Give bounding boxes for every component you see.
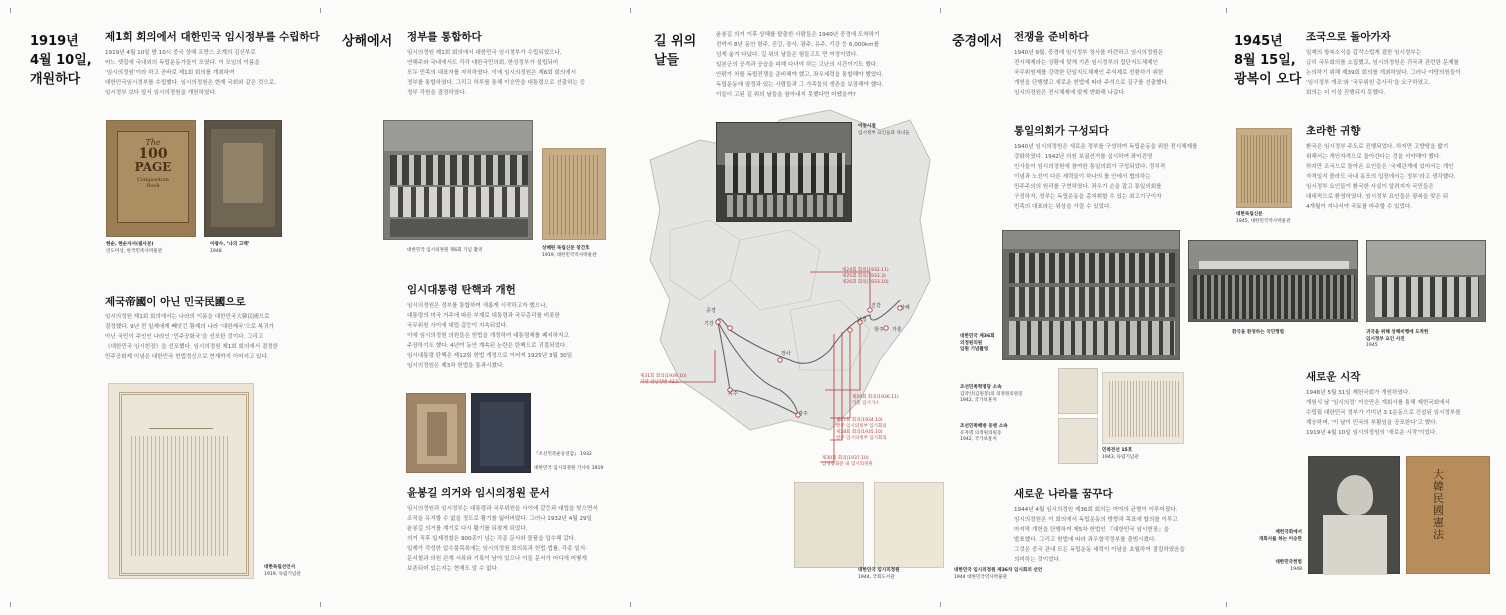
section-body: 임시의정원 제1회 회의에서는 나라의 이름을 대한민국大韓民國으로 결정했다. 9년 전 일제에게 빼앗긴 황제의 나라 ‘대한제국’으로 복귀가 아닌 국민이 주인인 나라인 ‘민주공화국’을 선포한 것이다. 그리고 《대한민국 임시헌장》을 선포했다. 임시의정원 제1회 회의에서 결정한 민주공화제 이념은 대한민국 헌법정신으로 현재까지 이어지고 있다. xyxy=(105,314,279,360)
fold-mark xyxy=(320,602,321,607)
city-label: 상해 xyxy=(900,305,910,311)
section-body: 1940년 9월, 중경에 임시정부 청사를 마련하고 임시의정원은 전시체제라는 상황에 맞게 기존 임시정부의 집단지도체제인 국무위원제를 강력한 단일지도체제인 주석제로 전환하기 위한 개헌을 단행했고 새로운 헌법에 따라 주석으로 김구를 선출했다. 임시의정원은 전시체제에 맞게 변화해 나갔다. xyxy=(1014,50,1169,96)
photo-caption: 제헌국회에서 개회사를 하는 이승만 xyxy=(1258,530,1302,542)
fold-mark xyxy=(940,602,941,607)
photo-caption: 현순, 현순자서(필사본) 연도미상, 한국민족사박물관 xyxy=(106,242,163,254)
section-body: 일제의 항복소식을 갑작스럽게 접한 임시정부는 급히 국무회의를 소집했고, 임시의정원은 귀국과 관련한 문제를 논의하기 위해 제39회 회의를 개최하였다. 그러나 야당의원들이 ‘임시정부 개조’와 ‘국무위원 총사직’을 요구하였고, 회의는 더 이상 진행되지 못했다. xyxy=(1306,50,1461,96)
route-label: 제27회 회의(1934.10) 항주 임시의정부 임시회의 제28회 회의(1935.10) 항주 임시의정부 임시회의 xyxy=(836,418,887,441)
route-label: 제29회 회의(1936.11) 가흥 임시거소 xyxy=(852,395,899,406)
session-record-photo xyxy=(471,393,531,473)
section-body: 윤봉길 의거 이후 상해를 탈출한 사람들은 1940년 중경에 도착하기 전까지 8년 동안 항주, 진강, 장사, 광주, 유주, 기강 등 6,000km를 넘게 옮겨 다녔다. 길 위의 날들은 험들고도 먼 여정이었다. 일본군의 공격과 공습을 피해 다녀야 하는 고난의 시간이기도 했다. 안팎가 처를 독립전쟁을 준비해야 했고, 좌우세력을 통합해야 했었다. 독립운동에 열정과 있는 사람들과 그 가족들의 생존을 보장해야 했다. 이들이 고된 길 위의 날들을 참아내지 못했다면 어땠을까? xyxy=(716,32,884,98)
independence-newspaper-photo xyxy=(542,148,606,240)
section-title: 전쟁을 준비하다 xyxy=(1014,31,1089,43)
route-label: 제30회 회의(1937.10) 남경중화문 내 임시의정원 xyxy=(822,456,873,467)
fold-mark xyxy=(320,8,321,13)
returning-leaders-photo xyxy=(1366,240,1486,322)
photo-caption: 귀국을 위해 상해비행에 도착한 임시정부 요인 사진 1945 xyxy=(1366,330,1429,348)
photo-caption: 조선민족해방 동맹 소속 유자명 의정원의원증 1942, 국가보훈처 xyxy=(960,424,1008,442)
confession-book-photo xyxy=(204,120,282,237)
panel-heading: 상해에서 xyxy=(342,34,393,49)
section-title: 윤봉길 의거와 임시의정원 문서 xyxy=(407,487,550,499)
panel-liberation xyxy=(1226,0,1506,615)
photo-caption: 대한민국 임시의정원 제6회 기념 촬영 xyxy=(407,248,483,253)
group-photo-6th-session xyxy=(383,120,533,240)
photo-caption: 이동시절 임시정부 요인들과 자녀들 xyxy=(858,124,910,136)
photo-caption: 조선민족혁명당 소속 김약산(김원봉)의 의정원의원증 1942, 국가보훈처 xyxy=(960,385,1023,403)
section-title: 초라한 귀향 xyxy=(1306,125,1361,137)
rhee-speech-photo xyxy=(1308,456,1400,574)
section-title: 새로운 나라를 꿈꾸다 xyxy=(1014,488,1113,500)
city-label: 남경 xyxy=(857,317,867,323)
photo-caption: 이광수, ‘나의 고백’ 1948 xyxy=(210,242,250,254)
panel-heading: 1919년 4월 10일, 개원하다 xyxy=(30,34,92,87)
city-label: 진강 xyxy=(871,303,881,309)
member-certificate-2 xyxy=(1058,418,1098,464)
section-body: 1944년 4월 임시의정원 제36회 회의는 여야의 균형이 이루어졌다. 임시의정원은 이 회의에서 독립운동의 방향과 목표에 합의를 이루고 마지막 개헌을 단행하여 제5차 헌법인 『대한민국 임시헌장』을 발표했다. 그리고 헌법에 따라 좌우합작정부를 출범시켰다. 그것은 중국 관내 모든 독립운동 세력이 이념을 초월하여 결집하였음을 의미하는 것이었다. xyxy=(1014,507,1185,563)
section-title: 정부를 통합하다 xyxy=(407,31,482,43)
section-body: 임시의정원과 임시정부는 대통령과 국무위원들 사이에 갈등과 대립을 빚으면서 조직을 유지할 수 없을 정도로 활기를 잃어버렸다. 그러나 1932년 4월 29일 윤봉길 의거를 계기로 다시 활기를 되찾게 되었다. 의거 직후 일제경찰은 900종이 넘는 각종 문서와 물품을 압수해 갔다. 일제가 작성한 압수물목록에는 임시의정원 회의록과 헌법·법률, 각종 일지· 문서철과 의원 관계 서류와 기록이 남아 있으나 이들 문서가 어디에 어떻게 보존되어 있는지는 현재도 알 수 없다. xyxy=(407,506,598,572)
photo-caption: 대한민국헌법 1948 xyxy=(1275,560,1302,572)
city-label: 기강 xyxy=(704,321,714,327)
photo-caption: 대한독립선언서 1919, 독립기념관 xyxy=(264,565,301,577)
section-title: 제국帝國이 아닌 민국民國으로 xyxy=(105,296,246,308)
route-label: 제24회 회의(1932.11) 제25회 회의(1933.3) 제26회 회의(1933.10) xyxy=(842,268,889,285)
section-title: 새로운 시작 xyxy=(1306,371,1361,383)
city-label: 유주 xyxy=(728,391,738,397)
city-label: 중경 xyxy=(706,308,716,314)
declaration-document-photo xyxy=(108,383,254,579)
36th-session-group-photo xyxy=(1002,230,1180,360)
assembly-document-photo xyxy=(794,482,864,568)
fold-mark xyxy=(1226,8,1227,13)
fold-mark xyxy=(1226,602,1227,607)
photo-caption: 대한민국 제36회 의정원의원 임원 기념촬영 xyxy=(960,334,995,352)
welcome-procession-photo xyxy=(1188,240,1358,322)
section-title: 조국으로 돌아가자 xyxy=(1306,31,1391,43)
section-title: 통일의회가 구성되다 xyxy=(1014,125,1109,137)
section-body: 1919년 4월 10일 밤 10시 중국 상해 프랑스 조계의 김신부로 어느 셋집에 국내외의 독립운동가들이 모였다. 이 모임의 이름을 ‘임시의정원’이라 하고 곧바로 제1회 회의를 개최하여 대한민국임시정부를 수립했다. 임시의정원은 현재 국회와 같은 것으로, 임시정부 보다 앞서 임시의정원을 개원하였다. xyxy=(105,50,276,96)
section-body: 임시의정원 제1회 회의에서 대한민국 임시정부가 수립되었으나, 연해주와 국내에서도 각각 대한국민의회, 한성정부가 설립되어 모두 민족의 대표자를 자처하였다. 이에 임시의정원은 제6회 회의에서 정부를 통합하였다. 그리고 하루를 통해 이승만을 대통령으로 선출하는 등 정부 각원을 결정하였다. xyxy=(407,50,586,96)
fold-mark xyxy=(630,602,631,607)
declaration-36th-photo xyxy=(874,482,944,568)
photo-caption: 상해판 독립신문 창간호 1919, 대한민국역사박물관 xyxy=(542,246,597,258)
route-label: 제31회 회의(1939.10) 기강 장남강변 43호 xyxy=(640,374,687,385)
fold-mark xyxy=(10,8,11,13)
section-body: 환국은 임시정부 주도로 진행되었다. 하지만 고향땅을 밟기 위해서는 개인자격으로 돌아간다는 것을 서약해야 했다. 하지만 조국으로 돌아온 요인들은 ‘국제관계에 있어서는 개인 자격일지 몰라도 국내 동포의 입장에서는 정부’라고 생각했다. 임시정부 요인들이 환국한 사실이 알려지자 국민들은 대대적으로 환영하였다. 임시정부 요인들은 광복을 맞은 뒤 4개월이 지나서야 국토를 마주할 수 있었다. xyxy=(1306,144,1456,210)
panel-shanghai xyxy=(320,0,630,615)
city-label: 가흥 xyxy=(892,327,902,333)
section-title: 임시대통령 탄핵과 개헌 xyxy=(407,284,516,296)
section-body: 1940년 임시의정원은 새로운 정부를 구성하여 독립운동을 위한 전시체제를 강화하였다. 1942년 의원 보궐선거를 실시하여 좌익진영 인사들이 임시의정원에 참여한 통일의회가 구성되었다. 정치적 이념과 노선이 다른 세력들이 하나의 틀 안에서 협의하는 민주주의의 원리를 구현하였다. 좌우가 손을 잡고 통일의회를 구성하자, 정부는 독립운동을 총지휘할 수 있는 최고기구이자 민족의 대표라는 위상을 가질 수 있었다. xyxy=(1014,144,1198,210)
photo-caption: 대한민국 임시의정원 제36차 임시회의 선언 1944 대한민국역사박물관 xyxy=(954,568,1043,580)
photo-caption: 대한민국 임시의정원 1944, 국회도서관 xyxy=(858,568,900,580)
photo-caption: 대한독립신문 1945, 대한민국역사박물관 xyxy=(1236,212,1291,224)
panel-heading: 길 위의 날들 xyxy=(654,34,697,68)
constitution-book-photo: 大韓民國憲法 xyxy=(1406,456,1490,574)
fold-mark xyxy=(940,8,941,13)
section-title: 제1회 회의에서 대한민국 임시정부를 수립하다 xyxy=(105,31,320,43)
city-label: 장사 xyxy=(781,351,791,357)
section-body: 임시의정원은 정부를 통합하여 새롭게 시작하고자 했으나, 대통령의 미국 거주에 따른 부재로 대통령과 국무총리를 비롯한 국무위원 사이에 대립·갈등이 지속되었다. 이에 임시의정원 의원들은 헌법을 개정하여 대통령제를 폐지하자고 주장하기도 했다. 4년여 동안 계속된 논란은 탄핵으로 귀결되었다. 임시대통령 탄핵은 제12회 헌법 개정으로 이어져 1925년 3월 30일 임시의정원은 제3차 헌법을 통과시켰다. xyxy=(407,303,573,369)
panel-1919-founding xyxy=(0,0,320,615)
section-body: 1948년 5월 31일 제헌국회가 개원하였다. 개원식 날 ‘임시의정’ 이승만은 개회사를 통해 제헌국회에서 수립될 대한민국 정부가 기미년 3.1운동으로 건설된 임시정부를 계승하며, ‘이 날이 민국의 부활임을 공포한다’고 했다. 1919년 4월 10일 임시의정원의 ‘새로운 시작’이었다. xyxy=(1306,390,1461,436)
fold-mark xyxy=(10,602,11,607)
korea-independence-newspaper xyxy=(1236,128,1292,208)
photo-caption: 환국을 환영하는 국민행렬 xyxy=(1232,330,1285,335)
member-certificate-1 xyxy=(1058,368,1098,414)
city-label: 광주 xyxy=(798,411,808,417)
composition-book-photo: The 100 PAGE Composition Book xyxy=(106,120,196,237)
city-label: 항주 xyxy=(874,327,884,333)
photo-caption: 『조선민족운동연감』 1932 xyxy=(534,452,592,457)
refugee-families-photo xyxy=(716,122,852,222)
yearbook-photo xyxy=(406,393,466,473)
photo-caption: 대한민국 임시의정원 기사록 1919 xyxy=(534,466,604,471)
fold-mark xyxy=(630,8,631,13)
national-front-newspaper xyxy=(1102,372,1184,444)
photo-caption: 민족전선 15호 1943, 독립기념관 xyxy=(1102,448,1139,460)
panel-heading: 1945년 8월 15일, 광복이 오다 xyxy=(1234,34,1302,87)
panel-heading: 중경에서 xyxy=(952,34,1003,49)
